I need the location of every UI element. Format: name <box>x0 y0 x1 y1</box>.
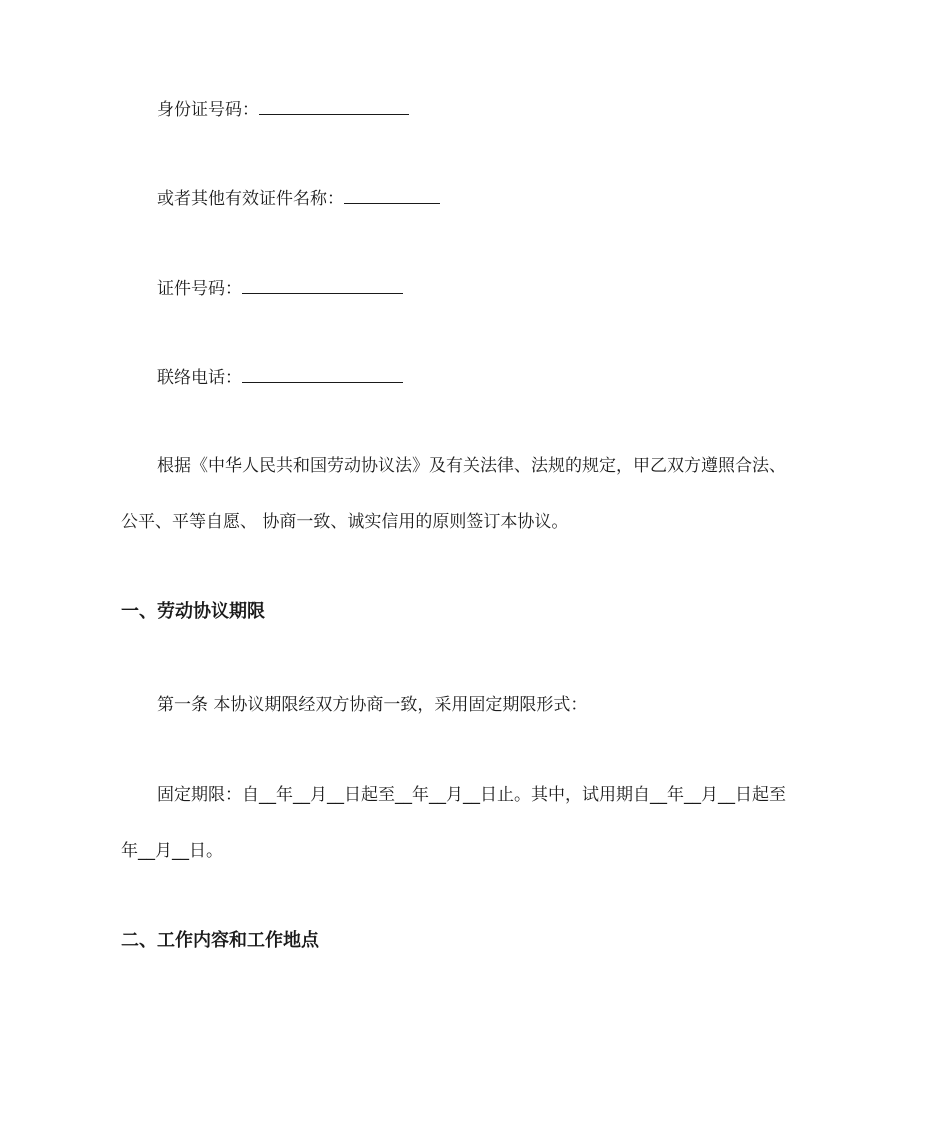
other-id-blank <box>344 187 440 204</box>
phone-row <box>157 366 403 389</box>
other-id-label: 或者其他有效证件名称： <box>157 189 344 209</box>
other-id-row <box>157 187 440 210</box>
fixed-term-line-1: 固定期限：自__年__月__日起至__年__月__日止。其中，试用期自__年__月__日起至 <box>157 785 786 805</box>
article-1: 第一条 本协议期限经双方协商一致，采用固定期限形式： <box>157 695 588 715</box>
phone-blank <box>242 366 403 383</box>
cert-number-blank <box>242 277 403 294</box>
cert-number-label: 证件号码： <box>157 279 242 299</box>
id-number-row <box>157 98 409 121</box>
id-number-blank <box>259 98 409 115</box>
id-number-label: 身份证号码： <box>157 100 259 120</box>
section-2-title: 二、工作内容和工作地点 <box>121 930 319 951</box>
phone-label: 联络电话： <box>157 368 242 388</box>
fixed-term-line-2: 年__月__日。 <box>121 841 223 861</box>
preamble-line-1: 根据《中华人民共和国劳动协议法》及有关法律、法规的规定，甲乙双方遵照合法、 <box>157 456 786 476</box>
preamble-line-2: 公平、平等自愿、 协商一致、诚实信用的原则签订本协议。 <box>121 512 569 532</box>
section-1-title: 一、劳动协议期限 <box>121 601 265 622</box>
cert-number-row <box>157 277 403 300</box>
